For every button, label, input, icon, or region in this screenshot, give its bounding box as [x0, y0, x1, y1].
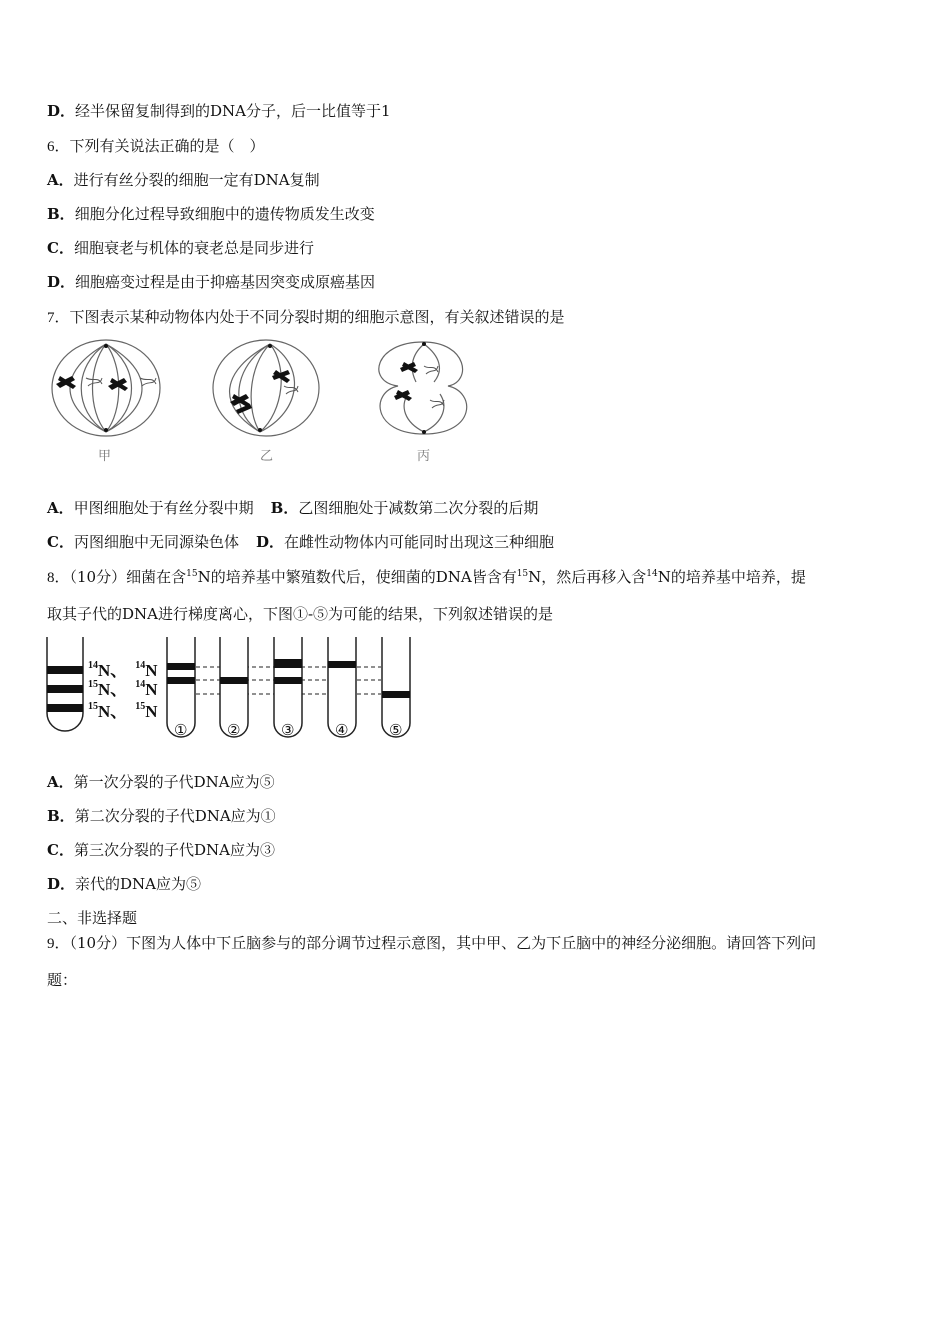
q6-option-b	[47, 204, 375, 224]
option-label: B．	[47, 807, 75, 825]
isotope-superscript: 14	[646, 569, 658, 579]
option-label: D．	[255, 533, 284, 551]
section-heading	[47, 908, 137, 928]
band-label-2: 15N、 $^{14}$N	[88, 679, 158, 699]
question-8	[47, 567, 806, 588]
q7-options-cd	[47, 532, 554, 552]
question-6	[47, 136, 265, 157]
option-label: D．	[47, 102, 76, 120]
option-text: 经半保留复制得到的DNA分子，后一比值等于1	[75, 102, 391, 120]
question-number: 8．	[47, 570, 70, 586]
question-score: （10分）	[69, 568, 127, 586]
question-text: 题：	[47, 971, 78, 989]
option-text: 细胞分化过程导致细胞中的遗传物质发生改变	[74, 205, 375, 223]
chromatids-yi	[284, 386, 298, 394]
option-text: 细胞衰老与机体的衰老总是同步进行	[73, 239, 314, 257]
q8-option-c	[47, 840, 275, 860]
question-text: N，然后再移入含	[528, 568, 647, 586]
band-labels	[88, 660, 158, 721]
chromosomes-bing	[394, 362, 418, 401]
cell-jia	[52, 340, 160, 436]
question-number: 9．	[47, 936, 70, 952]
tube-number-5: ⑤	[389, 721, 403, 739]
question-text: 下图表示某种动物体内处于不同分裂时期的细胞示意图，有关叙述错误的是	[69, 308, 565, 326]
question-text: 下图为人体中下丘脑参与的部分调节过程示意图，其中甲、乙为下丘脑中的神经分泌细胞。请回答下列问	[126, 934, 817, 952]
option-text: 甲图细胞处于有丝分裂中期	[73, 499, 254, 517]
question-text: 细菌在含	[126, 568, 187, 586]
cell-division-figure	[48, 336, 478, 468]
option-text: 在雌性动物体内可能同时出现这三种细胞	[283, 533, 554, 551]
tube-number-4: ④	[335, 721, 349, 739]
band-label-1: 14N、 $^{14}$N	[88, 660, 158, 680]
option-label: A．	[47, 499, 74, 517]
tube-number-1: ①	[174, 721, 188, 739]
caption-jia: 甲	[98, 449, 112, 464]
tube-number-3: ③	[281, 721, 295, 739]
option-text: 第二次分裂的子代DNA应为①	[74, 807, 276, 825]
option-label: B．	[47, 205, 75, 223]
option-label: B．	[270, 499, 299, 517]
centrifuge-tubes-figure	[46, 637, 416, 741]
isotope-superscript: 15	[516, 569, 529, 579]
option-text: 丙图细胞中无同源染色体	[73, 533, 239, 551]
option-text: 细胞癌变过程是由于抑癌基因突变成原癌基因	[75, 273, 376, 291]
chromatids-bing	[424, 366, 444, 408]
q6-option-a	[47, 170, 320, 190]
question-text: N的培养基中繁殖数代后，使细菌的DNA皆含有	[197, 568, 517, 586]
option-label: A．	[47, 773, 74, 791]
option-text: 进行有丝分裂的细胞一定有DNA复制	[73, 171, 320, 189]
q6-option-d	[47, 272, 375, 292]
option-label: C．	[47, 239, 74, 257]
option-text: 乙图细胞处于减数第二次分裂的后期	[298, 499, 539, 517]
option-text: 第一次分裂的子代DNA应为⑤	[73, 773, 275, 791]
option-label: D．	[47, 273, 76, 291]
reference-tube	[47, 637, 83, 731]
band-label-3: 15N、 $^{15}$N	[88, 701, 158, 721]
question-7	[47, 307, 565, 328]
option-text: 第三次分裂的子代DNA应为③	[73, 841, 275, 859]
option-label: D．	[47, 875, 76, 893]
question-text: N的培养基中培养，提	[657, 568, 806, 586]
caption-yi: 乙	[260, 449, 274, 464]
question-number: 7．	[47, 310, 70, 326]
question-text: 下列有关说法正确的是（ ）	[69, 137, 265, 155]
q6-option-c	[47, 238, 314, 258]
option-label: A．	[47, 171, 74, 189]
q8-option-a	[47, 772, 275, 792]
option-label: C．	[47, 533, 74, 551]
question-number: 6．	[47, 139, 70, 155]
tube-number-2: ②	[227, 721, 241, 739]
caption-bing: 丙	[417, 449, 431, 464]
option-text: 亲代的DNA应为⑤	[75, 875, 202, 893]
option-label: C．	[47, 841, 74, 859]
isotope-superscript: 15	[186, 569, 198, 579]
q8-option-d	[47, 874, 201, 894]
question-text: 取其子代的DNA进行梯度离心，下图①-⑤为可能的结果，下列叙述错误的是	[47, 605, 554, 623]
cell-bing	[379, 342, 467, 434]
option-d-prev	[47, 101, 391, 121]
q7-options-ab	[47, 498, 538, 518]
section-title: 二、非选择题	[47, 909, 138, 927]
question-score: （10分）	[69, 934, 127, 952]
q8-option-b	[47, 806, 276, 826]
cell-yi	[213, 340, 319, 436]
question-8-line2	[47, 604, 553, 624]
question-9-line2	[47, 970, 77, 990]
question-9	[47, 933, 816, 954]
